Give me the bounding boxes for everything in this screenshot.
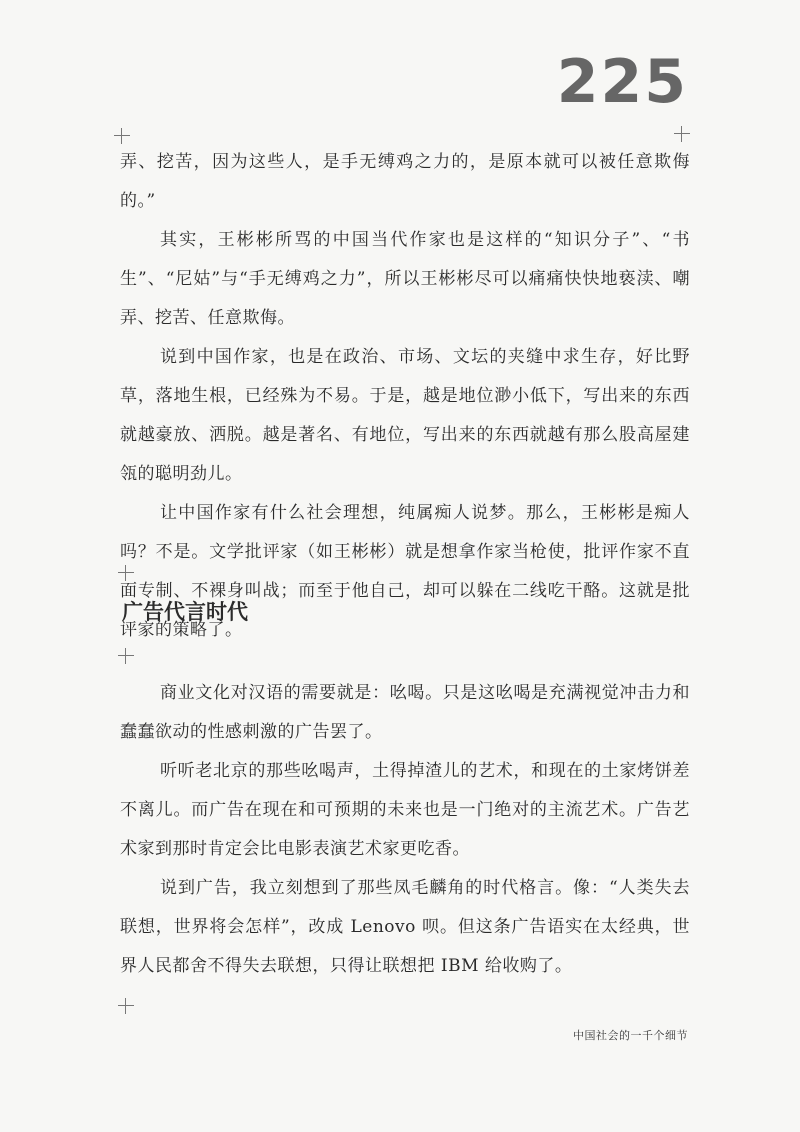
paragraph-continued: 弄、挖苦，因为这些人，是手无缚鸡之力的，是原本就可以被任意欺侮的。” [120,152,690,211]
paragraph: 其实，王彬彬所骂的中国当代作家也是这样的“知识分子”、“书生”、“尼姑”与“手无缚鸡之力”，所以王彬彬尽可以痛痛快快地亵渎、嘲弄、挖苦、任意欺侮。 [120,230,690,328]
crop-mark-bottom-left [118,998,134,1014]
paragraph: 说到中国作家，也是在政治、市场、文坛的夹缝中求生存，好比野草，落地生根，已经殊为不易。于是，越是地位渺小低下，写出来的东西就越豪放、洒脱。越是著名、有地位，写出来的东西就越有那么股高屋建瓴的聪明劲儿。 [120,347,690,484]
crop-mark-top-left [114,128,130,144]
running-footer: 中国社会的一千个细节 [573,1029,688,1042]
paragraph: 听听老北京的那些吆喝声，土得掉渣儿的艺术，和现在的土家烤饼差不离儿。而广告在现在和可预期的未来也是一门绝对的主流艺术。广告艺术家到那时肯定会比电影表演艺术家更吃香。 [120,761,690,859]
paragraph: 说到广告，我立刻想到了那些凤毛麟角的时代格言。像：“人类失去联想，世界将会怎样”，改成 Lenovo 呗。但这条广告语实在太经典，世界人民都舍不得失去联想，只得让联想把 IBM 给收购了。 [120,878,690,976]
crop-mark-top-right [674,126,690,142]
paragraph: 商业文化对汉语的需要就是：吆喝。只是这吆喝是充满视觉冲击力和蠢蠢欲动的性感刺激的广告罢了。 [120,683,690,742]
crop-mark-section-left [118,648,134,664]
body-section-2 [120,674,690,986]
page-number: 225 [556,47,688,117]
section-title: 广告代言时代 [122,600,248,624]
paragraph: 让中国作家有什么社会理想，纯属痴人说梦。那么，王彬彬是痴人吗？不是。文学批评家（如王彬彬）就是想拿作家当枪使，批评作家不直面专制、不裸身叫战；而至于他自己，却可以躲在二线吃干酪。这就是批评家的策略了。 [120,503,690,640]
body-section-1 [120,143,690,650]
